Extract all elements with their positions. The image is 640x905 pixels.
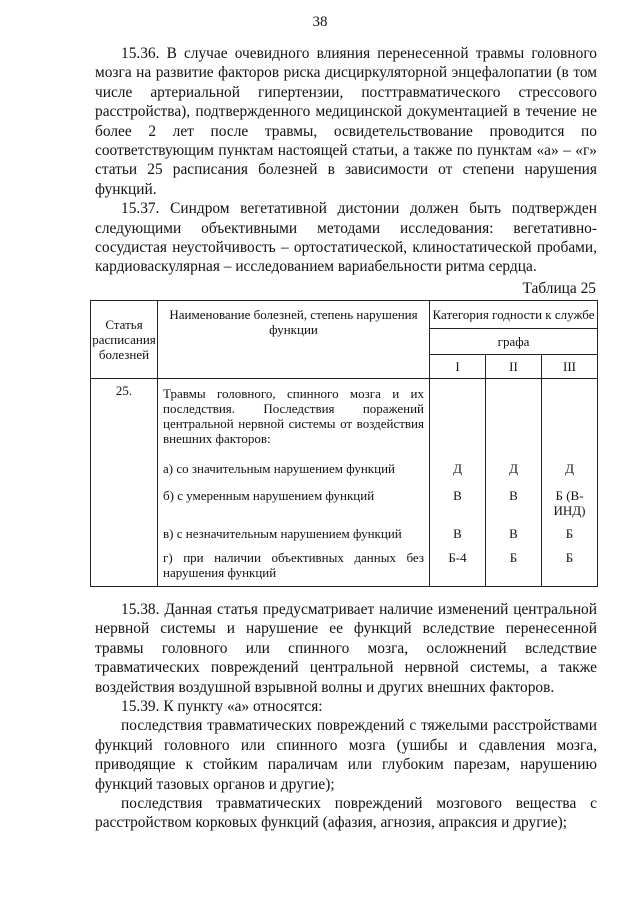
grade-column-3: [542, 379, 598, 587]
grade-a-2: Д: [509, 461, 518, 476]
disease-item-b: б) с умеренным нарушением функций: [163, 488, 375, 503]
grade-b-1: В: [453, 488, 462, 503]
table-25: [90, 300, 598, 587]
header-col-3: III: [542, 355, 598, 379]
disease-item-a: а) со значительным нарушением функций: [163, 461, 395, 476]
grade-d-2: Б: [509, 550, 518, 565]
section-15-36-37: [95, 44, 597, 277]
grade-b-2: В: [509, 488, 518, 503]
grade-b-3: Б (В-ИНД): [553, 488, 586, 518]
table-caption: Таблица 25: [522, 280, 596, 297]
disease-item-c: в) с незначительным нарушением функций: [163, 526, 402, 541]
paragraph-15-38: 15.38. Данная статья предусматривает наличие изменений центральной нервной системы и нарушение ее функций вследствие перенесенной травмы головного или спинного мозга, осложнений вследствие травматических повреждений центральной нервной системы, а также воздействия воздушной взрывной волны и других внешних факторов.: [95, 601, 597, 696]
disease-item-d: г) при наличии объективных данных без нарушения функций: [163, 550, 424, 580]
header-disease: Наименование болезней, степень нарушения функции: [158, 301, 430, 379]
article-number: 25.: [91, 379, 158, 587]
grade-column-1: [430, 379, 486, 587]
header-col-2: II: [486, 355, 542, 379]
paragraph-15-39: 15.39. К пункту «а» относятся:: [121, 698, 323, 716]
section-15-38-39: [95, 600, 597, 833]
page-number: 38: [312, 14, 328, 30]
grade-c-1: В: [453, 526, 462, 541]
grade-d-3: Б: [565, 550, 574, 565]
disease-intro: Травмы головного, спинного мозга и их последствия. Последствия поражений центральной нервной системы от воздействия внешних факторов:: [163, 386, 424, 446]
paragraph-15-37: 15.37. Синдром вегетативной дистонии должен быть подтвержден следующими объективными методами исследования: вегетативно-сосудистая неустойчивость – ортостатической, клиностатической пробами, кардиоваскулярная – исследованием вариабельности ритма сердца.: [95, 200, 597, 276]
grade-a-1: Д: [453, 461, 462, 476]
paragraph-15-36: 15.36. В случае очевидного влияния перенесенной травмы головного мозга на развитие факторов риска дисциркуляторной энцефалопатии (в том числе артериальной гипертензии, посттравматического стрессового расстройства), подтвержденного медицинской документацией в течение не более 2 лет после травмы, освидетельствование проводится по соответствующим пунктам настоящей статьи, а также по пунктам «а» – «г» статьи 25 расписания болезней в зависимости от степени нарушения функций.: [95, 45, 597, 198]
grade-a-3: Д: [565, 461, 574, 476]
header-col-1: I: [430, 355, 486, 379]
paragraph-15-39-item-1: последствия травматических повреждений с тяжелыми расстройствами функций головного или спинного мозга (ушибы и сдавления мозга, приводящие к стойким параличам или глубоким парезам, нарушению функций тазовых органов и другие);: [95, 717, 597, 793]
header-category: Категория годности к службе: [430, 301, 598, 329]
paragraph-15-39-item-2: последствия травматических повреждений мозгового вещества с расстройством корковых функций (афазия, агнозия, апраксия и другие);: [95, 795, 597, 832]
grade-d-1: Б-4: [448, 550, 467, 565]
header-article: Статья расписания болезней: [91, 301, 158, 379]
grade-column-2: [486, 379, 542, 587]
grade-c-2: В: [509, 526, 518, 541]
header-column: графа: [430, 329, 598, 355]
grade-c-3: Б: [565, 526, 574, 541]
disease-cell: [158, 379, 430, 587]
